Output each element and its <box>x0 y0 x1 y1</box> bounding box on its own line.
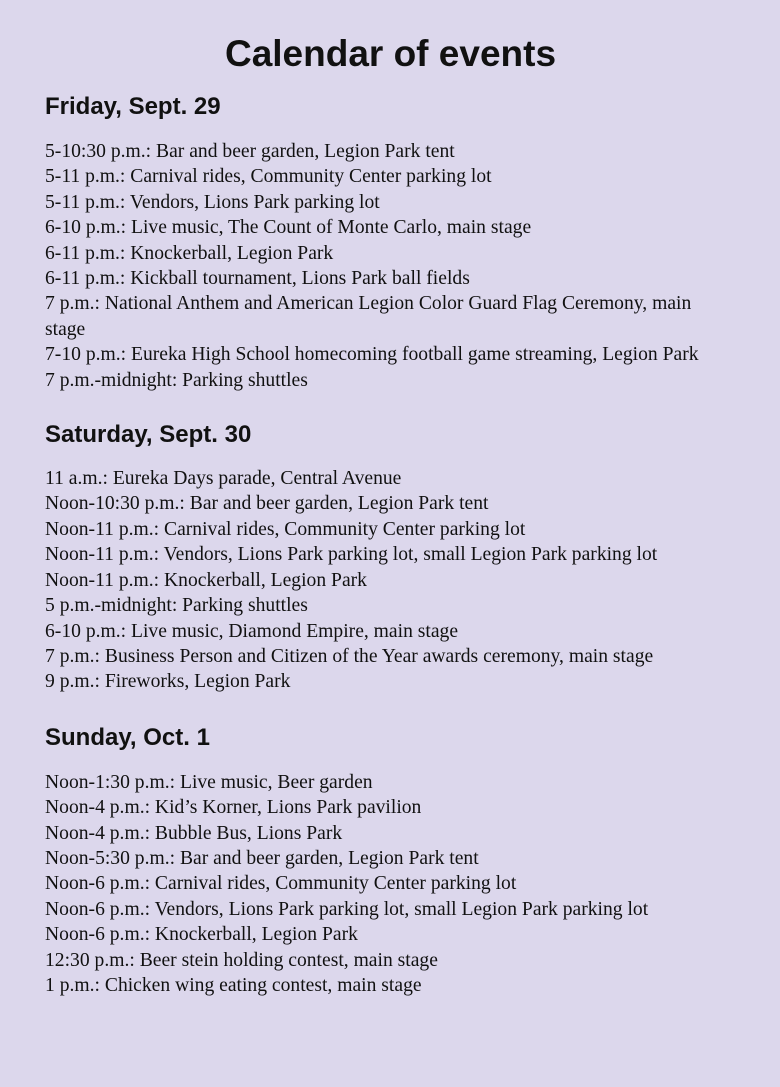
event-item: Noon-6 p.m.: Vendors, Lions Park parking lot, small Legion Park parking lot <box>45 898 649 920</box>
event-item: Noon-11 p.m.: Vendors, Lions Park parking lot, small Legion Park parking lot <box>45 544 658 566</box>
day-heading-friday: Friday, Sept. 29 <box>45 93 221 120</box>
event-item: 11 a.m.: Eureka Days parade, Central Avenue <box>45 468 402 490</box>
event-item: 5 p.m.-midnight: Parking shuttles <box>45 595 308 617</box>
event-list-friday <box>45 139 736 393</box>
event-item: Noon-6 p.m.: Knockerball, Legion Park <box>45 924 358 946</box>
event-item: Noon-4 p.m.: Bubble Bus, Lions Park <box>45 822 343 844</box>
section-friday <box>45 90 736 393</box>
event-item: 5-11 p.m.: Carnival rides, Community Center parking lot <box>45 166 492 188</box>
event-item: 1 p.m.: Chicken wing eating contest, main stage <box>45 974 422 996</box>
day-heading-saturday: Saturday, Sept. 30 <box>45 421 252 449</box>
event-item: 6-10 p.m.: Live music, The Count of Monte Carlo, main stage <box>45 217 532 239</box>
event-item: 5-11 p.m.: Vendors, Lions Park parking lot <box>45 191 380 213</box>
event-item: Noon-4 p.m.: Kid’s Korner, Lions Park pavilion <box>45 797 422 819</box>
event-item: Noon-1:30 p.m.: Live music, Beer garden <box>45 771 373 793</box>
event-item: 6-10 p.m.: Live music, Diamond Empire, main stage <box>45 620 459 642</box>
event-item: 6-11 p.m.: Knockerball, Legion Park <box>45 242 334 264</box>
section-sunday <box>45 721 736 999</box>
event-list-sunday <box>45 770 736 999</box>
event-item: 9 p.m.: Fireworks, Legion Park <box>45 671 291 693</box>
event-item: 12:30 p.m.: Beer stein holding contest, main stage <box>45 949 438 971</box>
section-saturday <box>45 418 736 695</box>
event-item: 7-10 p.m.: Eureka High School homecoming football game streaming, Legion Park <box>45 344 699 366</box>
event-item: Noon-11 p.m.: Carnival rides, Community Center parking lot <box>45 518 526 540</box>
event-item: 5-10:30 p.m.: Bar and beer garden, Legion Park tent <box>45 141 455 162</box>
page-title: Calendar of events <box>224 33 557 74</box>
event-item: Noon-5:30 p.m.: Bar and beer garden, Legion Park tent <box>45 847 479 869</box>
event-item: Noon-6 p.m.: Carnival rides, Community Center parking lot <box>45 873 517 895</box>
event-item: 6-11 p.m.: Kickball tournament, Lions Park ball fields <box>45 268 470 290</box>
event-item: 7 p.m.-midnight: Parking shuttles <box>45 369 308 391</box>
event-item: Noon-11 p.m.: Knockerball, Legion Park <box>45 569 367 591</box>
event-list-saturday <box>45 466 736 695</box>
event-item: Noon-10:30 p.m.: Bar and beer garden, Legion Park tent <box>45 493 489 515</box>
event-item: 7 p.m.: National Anthem and American Legion Color Guard Flag Ceremony, main stage <box>45 293 692 340</box>
day-heading-sunday: Sunday, Oct. 1 <box>45 723 210 751</box>
event-item: 7 p.m.: Business Person and Citizen of the Year awards ceremony, main stage <box>45 645 654 667</box>
